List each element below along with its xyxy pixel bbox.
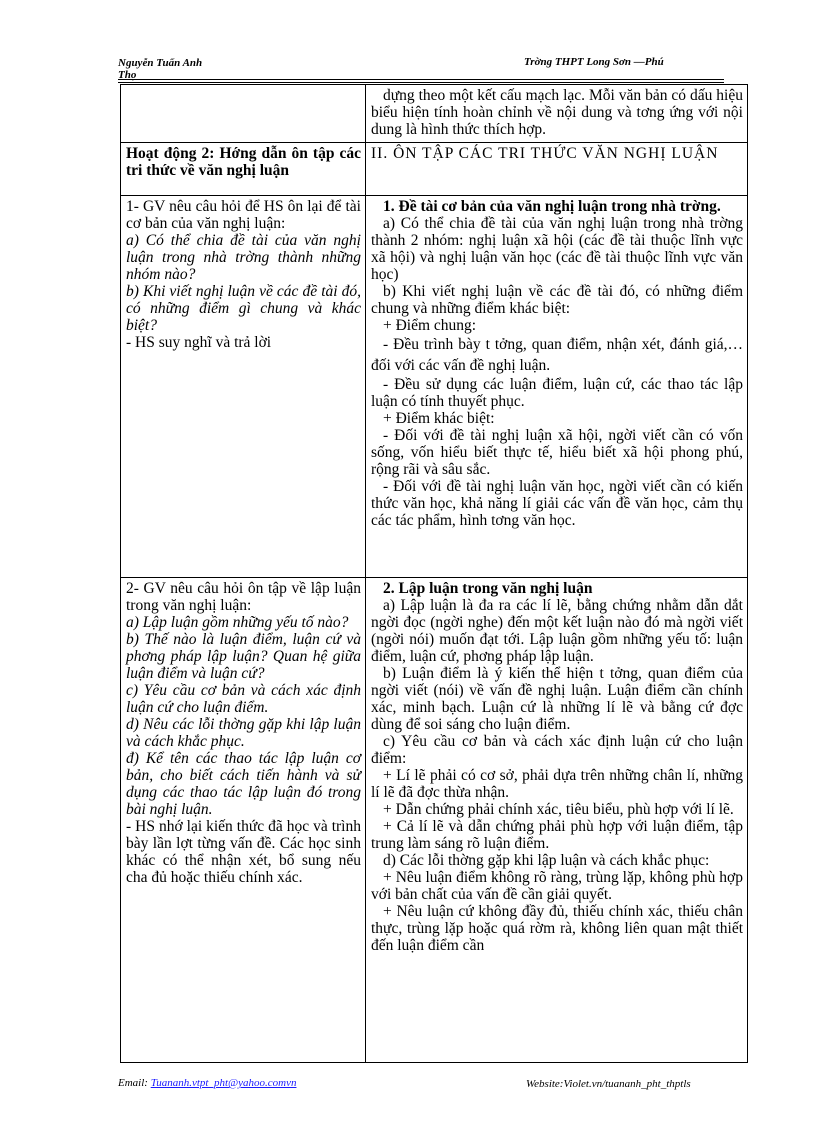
footer-website: [526, 1078, 691, 1090]
answer-paragraph: + Nêu luận cứ không đầy đủ, thiếu chính xác, thiếu chân thực, trùng lặp hoặc quá rờm rà, không liên quan mật thiết đến luận điểm cần: [371, 903, 743, 954]
question-b: b) Khi viết nghị luận về các đề tài đó, có những điểm gì chung và khác biệt?: [126, 283, 361, 334]
row0-right-cell: [366, 85, 748, 143]
answer-paragraph: b) Luận điểm là ý kiến thể hiện t tởng, quan điểm của ngời viết (nói) về vấn đề nghị luận. Luận điểm cần chính xác, minh bạch. Luận cứ là những lí lẽ và bằng cứ đợc dùng để soi sáng cho luận điểm.: [371, 665, 743, 733]
question-dd: đ) Kể tên các thao tác lập luận cơ bản, cho biết cách tiến hành và sử dụng các thao tác lập luận đó trong bài nghị luận.: [126, 750, 361, 818]
student-response: - HS nhớ lại kiến thức đã học và trình bày lần lợt từng vấn đề. Các học sinh khác có thể nhận xét, bổ sung nếu cha đủ hoặc thiếu chính xác.: [126, 818, 361, 886]
answer-paragraph: d) Các lỗi thờng gặp khi lập luận và cách khắc phục:: [383, 852, 710, 869]
row2-left-cell: [121, 196, 366, 578]
answer-paragraph: + Nêu luận điểm không rõ ràng, trùng lặp, không phù hợp với bản chất của vấn đề cần giải quyết.: [371, 869, 743, 903]
row3-right-cell: [366, 578, 748, 1063]
table-row: [121, 578, 748, 1063]
topic-2-title: 2. Lập luận trong văn nghị luận: [383, 580, 593, 597]
lesson-table: [120, 84, 748, 1063]
question-d: d) Nêu các lỗi thờng gặp khi lập luận và cách khắc phục.: [126, 716, 361, 750]
activity-2-heading: Hoạt động 2: Hớng dẫn ôn tập các tri thức về văn nghị luận: [121, 143, 366, 196]
answer-paragraph: a) Lập luận là đa ra các lí lẽ, bằng chứng nhằm dẫn dắt ngời đọc (ngời nghe) đến một kết luận nào đó mà ngời viết (ngời nói) muốn đạt tới. Lập luận gồm những yếu tố: luận điểm, luận cứ, phơng pháp lập luận.: [371, 597, 743, 665]
answer-paragraph: b) Khi viết nghị luận về các đề tài đó, có những điểm chung và những điểm khác biệt:: [371, 283, 743, 317]
header-author-name: Nguyễn Tuấn Anh: [118, 57, 203, 69]
website-url: Violet.vn/tuananh_pht_thptls: [563, 1078, 691, 1090]
answer-paragraph: + Cả lí lẽ và dẫn chứng phải phù hợp với luận điểm, tập trung làm sáng rõ luận điểm.: [371, 818, 743, 852]
footer-email: [118, 1077, 296, 1089]
answer-paragraph: c) Yêu cầu cơ bản và cách xác định luận cứ cho luận điểm:: [371, 733, 743, 767]
answer-paragraph: - Đối với đề tài nghị luận văn học, ngời viết cần có kiến thức văn học, khả năng lí giải các vấn đề văn học, cảm thụ các tác phẩm, hình tơng văn học.: [371, 478, 743, 529]
row2-right-cell: [366, 196, 748, 578]
question-intro: 1- GV nêu câu hỏi để HS ôn lại để tài cơ bản của văn nghị luận:: [126, 198, 361, 232]
answer-paragraph: - Đối với đề tài nghị luận xã hội, ngời viết cần có vốn sống, vốn hiểu biết thực tế, hiểu biết xã hội phong phú, rộng rãi và sâu sắc.: [371, 427, 743, 478]
row0-right-text: dựng theo một kết cấu mạch lạc. Mỗi văn bản có dấu hiệu biểu hiện tính hoàn chỉnh về nội dung và tơng ứng với nội dung là hình thức thích hợp.: [371, 87, 743, 138]
answer-paragraph: + Lí lẽ phải có cơ sở, phải dựa trên những chân lí, những lí lẽ đã đợc thừa nhận.: [371, 767, 743, 801]
answer-paragraph: + Điểm khác biệt:: [383, 410, 495, 427]
topic-1-title: 1. Đề tài cơ bản của văn nghị luận trong nhà trờng.: [383, 198, 721, 215]
website-label: Website:: [526, 1078, 564, 1090]
answer-paragraph: - Đều trình bày t tởng, quan điểm, nhận xét, đánh giá,… đối với các vấn đề nghị luận.: [371, 336, 743, 374]
email-link[interactable]: Tuananh.vtpt_pht@yahoo.comvn: [150, 1077, 297, 1089]
student-response: - HS suy nghĩ và trả lời: [126, 334, 272, 351]
question-a: a) Lập luận gồm những yếu tố nào?: [126, 614, 349, 631]
header-divider-2: [118, 82, 724, 83]
table-row: [121, 85, 748, 143]
question-b: b) Thế nào là luận điểm, luận cứ và phơng pháp lập luận? Quan hệ giữa luận điểm và luận cứ?: [126, 631, 361, 682]
question-intro: 2- GV nêu câu hỏi ôn tập về lập luận trong văn nghị luận:: [126, 580, 361, 614]
header-author-name-cont: Thọ: [118, 69, 137, 81]
row0-left-cell: [121, 85, 366, 143]
header-school: Trờng THPT Long Sơn —Phú: [524, 56, 664, 68]
answer-paragraph: a) Có thể chia đề tài của văn nghị luận trong nhà trờng thành 2 nhóm: nghị luận xã hội (các đề tài thuộc lĩnh vực xã hội) và nghị luận văn học (các đề tài thuộc lĩnh vực văn học): [371, 215, 743, 283]
table-row: [121, 196, 748, 578]
answer-paragraph: + Điểm chung:: [383, 317, 477, 334]
question-c: c) Yêu cầu cơ bản và cách xác định luận cứ cho luận điểm.: [126, 682, 361, 716]
email-label: Email:: [118, 1077, 151, 1089]
header-author: [118, 57, 258, 81]
answer-paragraph: + Dẫn chứng phải chính xác, tiêu biểu, phù hợp với lí lẽ.: [383, 801, 734, 818]
table-row: [121, 143, 748, 196]
header-divider: [118, 79, 724, 80]
question-a: a) Có thể chia đề tài của văn nghị luận trong nhà trờng thành những nhóm nào?: [126, 232, 361, 283]
answer-paragraph: - Đều sử dụng các luận điểm, luận cứ, các thao tác lập luận có tính thuyết phục.: [371, 376, 743, 410]
row3-left-cell: [121, 578, 366, 1063]
section-ii-heading: II. ÔN TẬP CÁC TRI THỨC VĂN NGHỊ LUẬN: [366, 143, 748, 196]
